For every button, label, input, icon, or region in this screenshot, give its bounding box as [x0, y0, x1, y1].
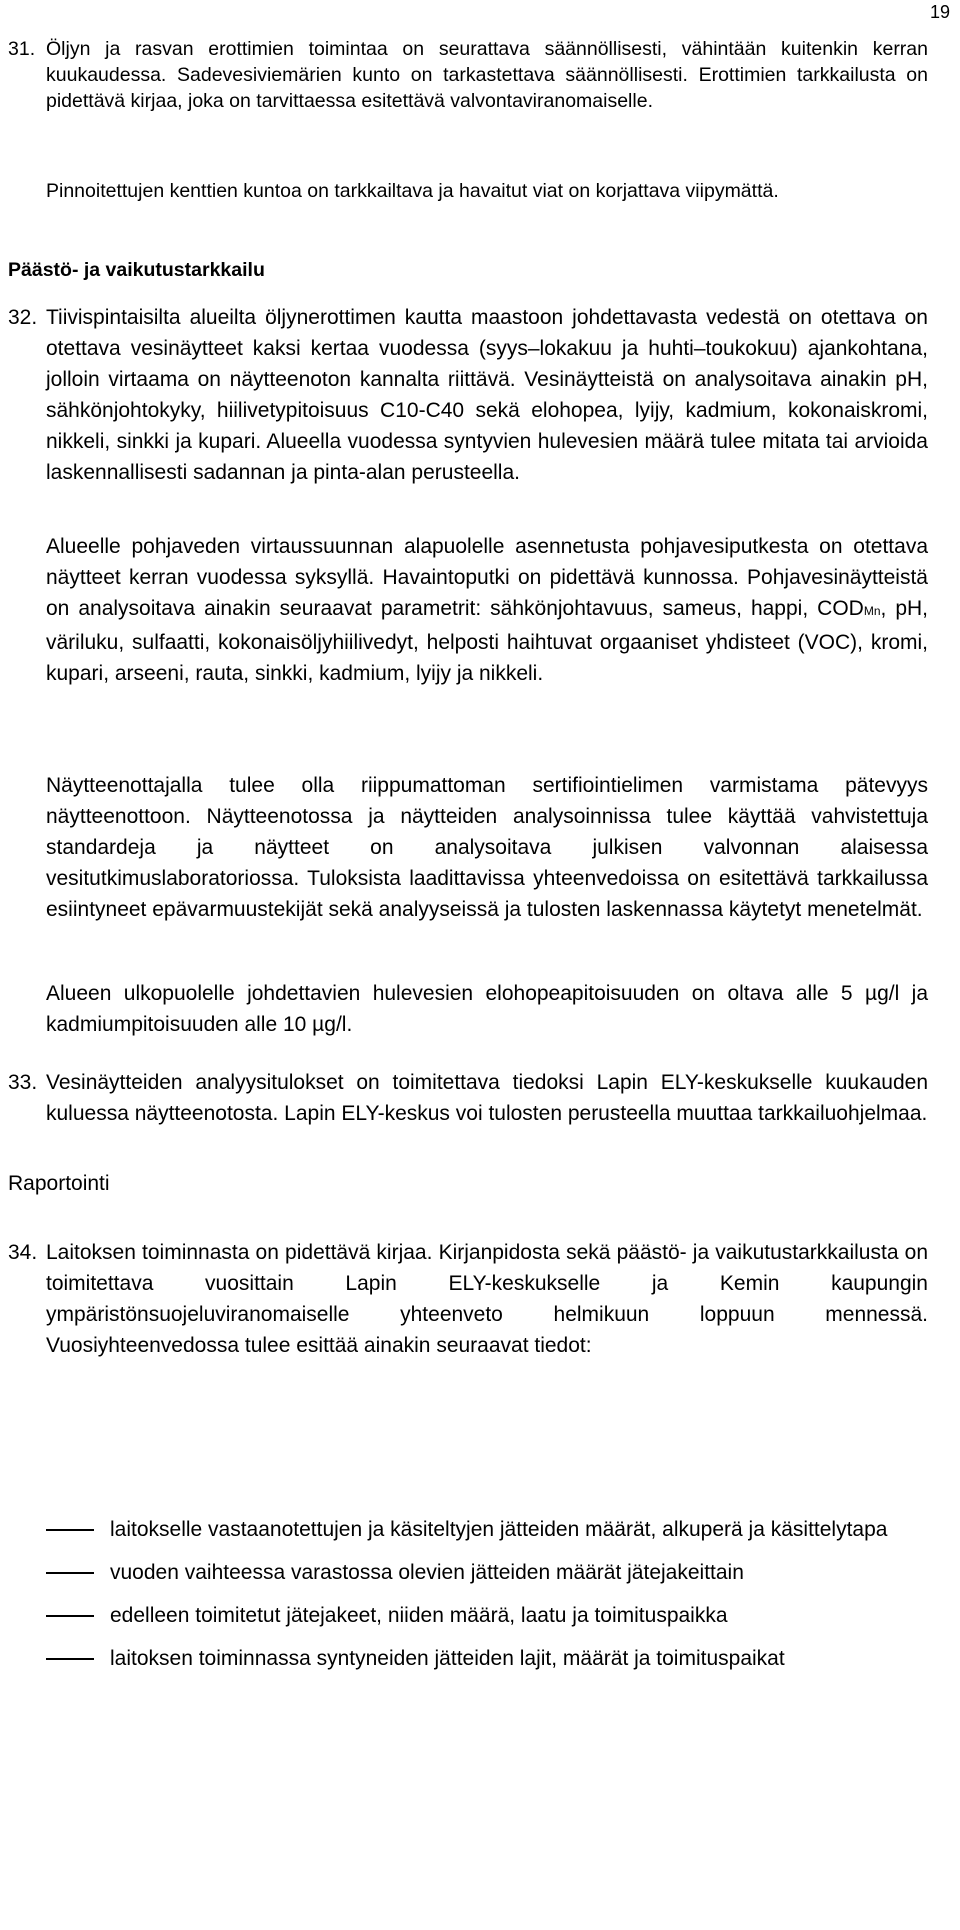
item-number: 34.: [8, 1241, 38, 1264]
page-number: 19: [929, 2, 950, 22]
list-item: [46, 1643, 928, 1674]
item-34: [8, 1237, 928, 1361]
item-31: [8, 36, 928, 114]
item-number: 32.: [8, 306, 38, 329]
section-heading: Raportointi: [8, 1172, 110, 1195]
list-item: [46, 1557, 928, 1588]
subscript-text: Mn: [863, 604, 881, 618]
list-item-text: edelleen toimitetut jätejakeet, niiden määrä, laatu ja toimituspaikka: [110, 1604, 728, 1627]
dash-bullet: [46, 1658, 94, 1660]
list-item-text: laitoksen toiminnassa syntyneiden jätteiden lajit, määrät ja toimituspaikat: [110, 1647, 785, 1670]
dash-bullet: [46, 1615, 94, 1617]
section-heading: Päästö- ja vaikutustarkkailu: [8, 259, 265, 281]
paragraph-text-1: Alueelle pohjaveden virtaussuunnan alapuolelle asennetusta pohjavesiputkesta on otettava näytteet kerran vuodessa syksyllä. Havaintoputki on pidettävä kunnossa. Pohjavesinäytteistä on analysoitava ainakin seuraavat parametrit: sähkönjohtavuus, sameus, happi, COD: [46, 535, 928, 620]
item-text: Laitoksen toiminnasta on pidettävä kirjaa. Kirjanpidosta sekä päästö- ja vaikutustarkkailusta on toimitettava vuosittain Lapin ELY-keskukselle ja Kemin kaupungin ympäristönsuojeluviranomaiselle yhteenveto helmikuun loppuun mennessä. Vuosiyhteenvedossa tulee esittää ainakin seuraavat tiedot:: [46, 1241, 928, 1357]
paragraph: Pinnoitettujen kenttien kuntoa on tarkkailtava ja havaitut viat on korjattava viipymättä.: [46, 180, 779, 202]
paragraph: [46, 531, 928, 689]
item-32: [8, 302, 928, 488]
list-item-text: vuoden vaihteessa varastossa olevien jätteiden määrät jätejakeittain: [110, 1561, 744, 1584]
list-item: [46, 1514, 928, 1545]
list-item-text: laitokselle vastaanotettujen ja käsiteltyjen jätteiden määrät, alkuperä ja käsittelytapa: [110, 1518, 888, 1541]
paragraph-text-2: , pH, väriluku, sulfaatti, kokonaisöljyhiilivedyt, helposti haihtuvat orgaaniset yhdisteet (VOC), kromi, kupari, arseeni, rauta, sinkki, kadmium, lyijy ja nikkeli.: [46, 597, 928, 685]
dash-bullet: [46, 1572, 94, 1574]
item-33: [8, 1067, 928, 1129]
paragraph: Alueen ulkopuolelle johdettavien hulevesien elohopeapitoisuuden on oltava alle 5 µg/l ja kadmiumpitoisuuden alle 10 µg/l.: [46, 982, 928, 1036]
item-text: Vesinäytteiden analyysitulokset on toimitettava tiedoksi Lapin ELY-keskukselle kuukauden kuluessa näytteenotosta. Lapin ELY-keskus voi tulosten perusteella muuttaa tarkkailuohjelmaa.: [46, 1071, 928, 1125]
item-text: Öljyn ja rasvan erottimien toimintaa on seurattava säännöllisesti, vähintään kuitenkin kerran kuukaudessa. Sadevesiviemärien kunto on tarkastettava säännöllisesti. Erottimien tarkkailusta on pidettävä kirjaa, joka on tarvittaessa esitettävä valvontaviranomaiselle.: [46, 38, 928, 112]
paragraph: Näytteenottajalla tulee olla riippumattoman sertifiointielimen varmistama pätevyys näytteenottoon. Näytteenotossa ja näytteiden analysoinnissa tulee käyttää vahvistettuja standardeja ja näytteet on analysoitava julkisen valvonnan alaisessa vesitutkimuslaboratoriossa. Tuloksista laadittavissa yhteenvedoissa on esitettävä tarkkailussa esiintyneet epävarmuustekijät sekä analyyseissä ja tulosten laskennassa käytetyt menetelmät.: [46, 774, 928, 921]
dash-bullet: [46, 1529, 94, 1531]
item-number: 33.: [8, 1071, 38, 1094]
dash-list: [46, 1514, 928, 1686]
item-text: Tiivispintaisilta alueilta öljynerottimen kautta maastoon johdettavasta vedestä on otettava on otettava vesinäytteet kaksi kertaa vuodessa (syys–lokakuu ja huhti–toukokuu) ajankohtana, jolloin virtaama on näytteenoton kannalta riittävä. Vesinäytteistä on analysoitava ainakin pH, sähkönjohtokyky, hiilivetypitoisuus C10-C40 sekä elohopea, lyijy, kadmium, kokonaiskromi, nikkeli, sinkki ja kupari. Alueella vuodessa syntyvien hulevesien määrä tulee mitata tai arvioida laskennallisesti sadannan ja pinta-alan perusteella.: [46, 306, 928, 484]
item-number: 31.: [8, 38, 36, 60]
list-item: [46, 1600, 928, 1631]
